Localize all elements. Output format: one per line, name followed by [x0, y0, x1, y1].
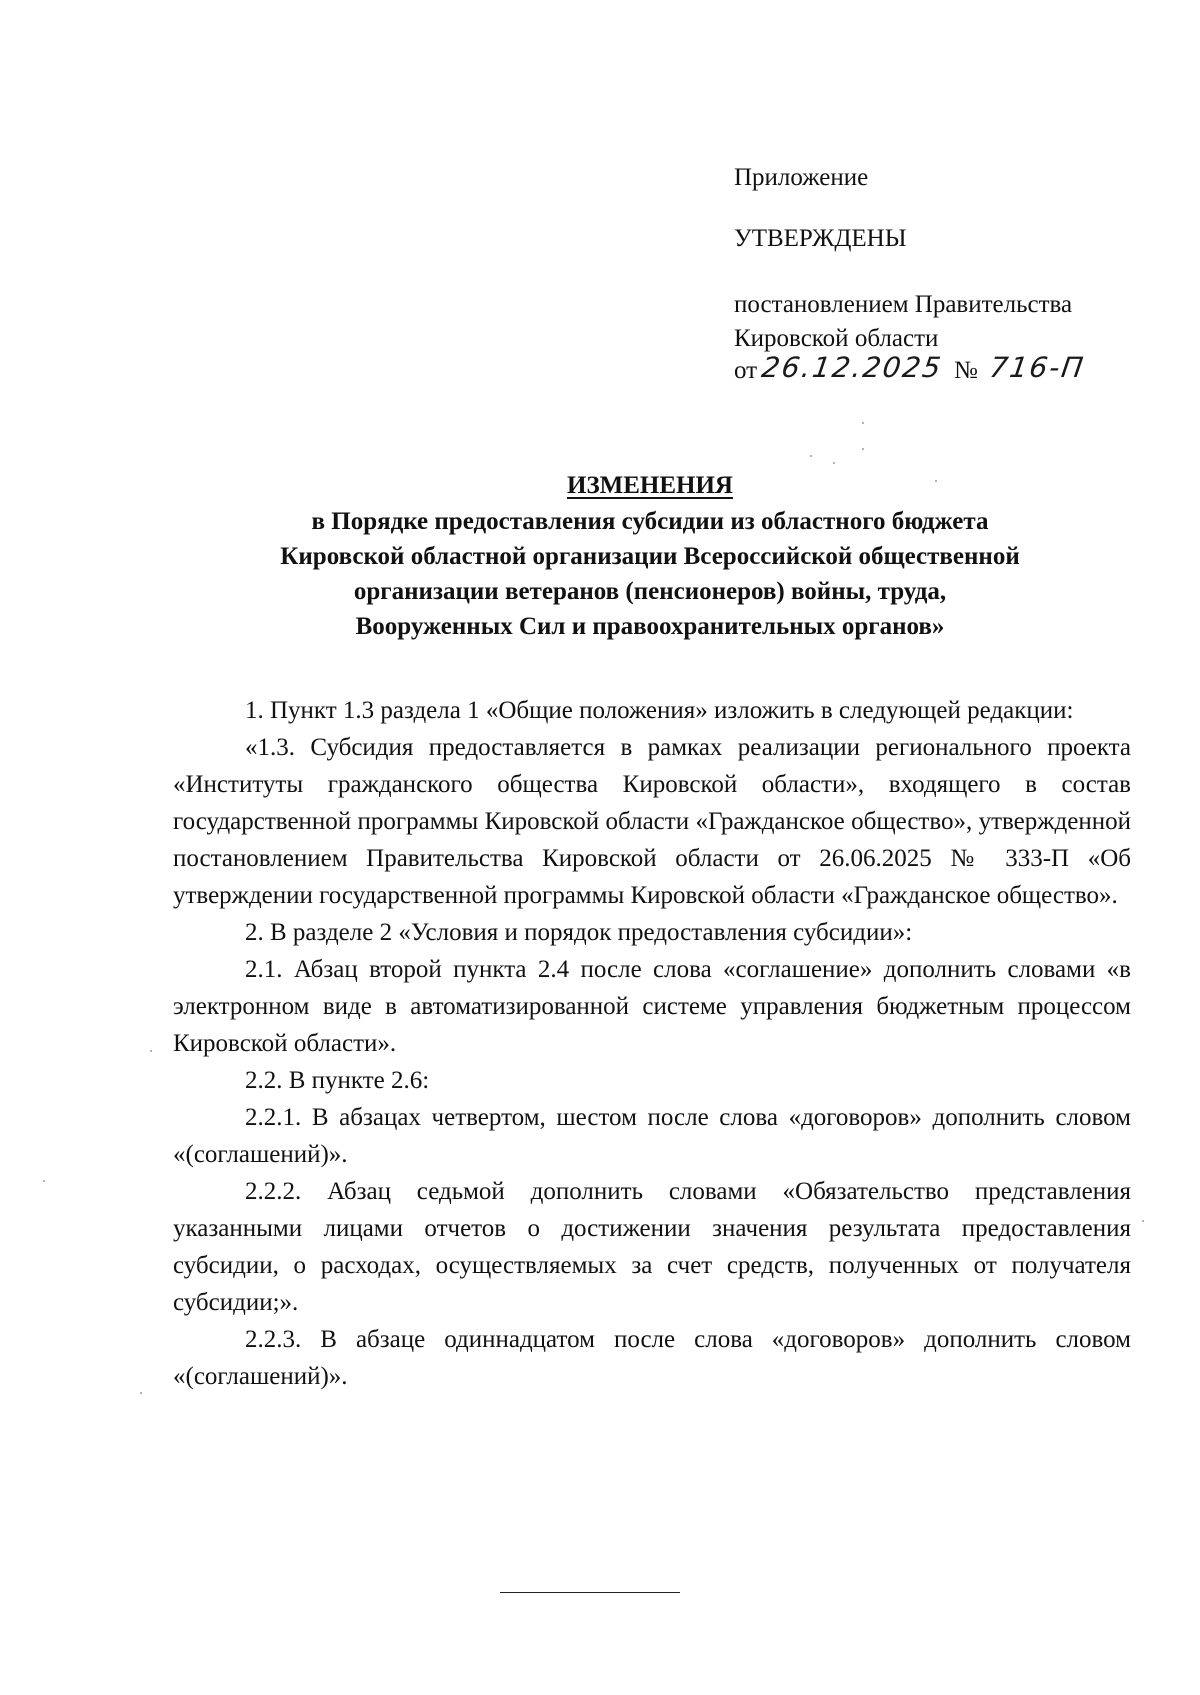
approval-date-line: [734, 351, 1134, 389]
document-title: [150, 468, 1150, 644]
paragraph-2-2-3: 2.2.3. В абзаце одиннадцатом после слова «договоров» дополнить словом «(соглашений)».: [173, 1326, 1131, 1390]
date-prefix: от: [734, 357, 758, 384]
paragraph-2-2-2: 2.2.2. Абзац седьмой дополнить словами «Обязательство представления указанными лицами отчетов о достижении значения результата предоставления субсидии, о расходах, осуществляемых за счет средств, полученных от получателя субсидии;».: [173, 1178, 1131, 1316]
appendix-label: Приложение: [734, 164, 869, 191]
scan-speck: [1142, 1220, 1144, 1222]
approved-label: УТВЕРЖДЕНЫ: [734, 225, 907, 252]
scan-speck: [43, 1180, 45, 1182]
scan-speck: [140, 1392, 142, 1394]
resolution-line-1: постановлением Правительства: [734, 291, 1073, 318]
paragraph-2: 2. В разделе 2 «Условия и порядок предоставления субсидии»:: [245, 919, 913, 946]
scan-speck: [935, 480, 937, 482]
closing-separator-line: [500, 1592, 680, 1593]
title-line-1: в Порядке предоставления субсидии из областного бюджета: [311, 508, 989, 535]
scan-speck: [810, 455, 812, 457]
scan-speck: [862, 422, 864, 424]
paragraph-2-2-1: 2.2.1. В абзацах четвертом, шестом после слова «договоров» дополнить словом «(соглашений)».: [173, 1104, 1131, 1168]
document-body: [173, 692, 1131, 1395]
scan-speck: [150, 1050, 152, 1052]
handwritten-date: 26.12.2025: [759, 351, 945, 384]
title-line-4: Вооруженных Сил и правоохранительных органов»: [355, 613, 945, 640]
paragraph-1: 1. Пункт 1.3 раздела 1 «Общие положения» изложить в следующей редакции:: [245, 697, 1074, 724]
handwritten-number: 716-П: [987, 351, 1087, 384]
title-line-3: организации ветеранов (пенсионеров) войны, труда,: [353, 578, 947, 605]
resolution-line-2: Кировской области: [734, 325, 939, 352]
paragraph-2-2: 2.2. В пункте 2.6:: [245, 1067, 430, 1094]
title-line-2: Кировской областной организации Всероссийской общественной: [280, 543, 1020, 570]
scan-speck: [862, 448, 864, 450]
number-prefix: №: [954, 357, 978, 384]
paragraph-1-quote: «1.3. Субсидия предоставляется в рамках реализации регионального проекта «Институты гражданского общества Кировской области», входящего в состав государственной программы Кировской области «Гражданское общество», утвержденной постановлением Правительства Кировской области от 26.06.2025 № 333-П «Об утверждении государственной программы Кировской области «Гражданское общество».: [173, 734, 1131, 909]
paragraph-2-1: 2.1. Абзац второй пункта 2.4 после слова «соглашение» дополнить словами «в электронном виде в автоматизированной системе управления бюджетным процессом Кировской области».: [173, 956, 1131, 1057]
scan-speck: [833, 462, 835, 464]
title-main: ИЗМЕНЕНИЯ: [567, 472, 733, 499]
